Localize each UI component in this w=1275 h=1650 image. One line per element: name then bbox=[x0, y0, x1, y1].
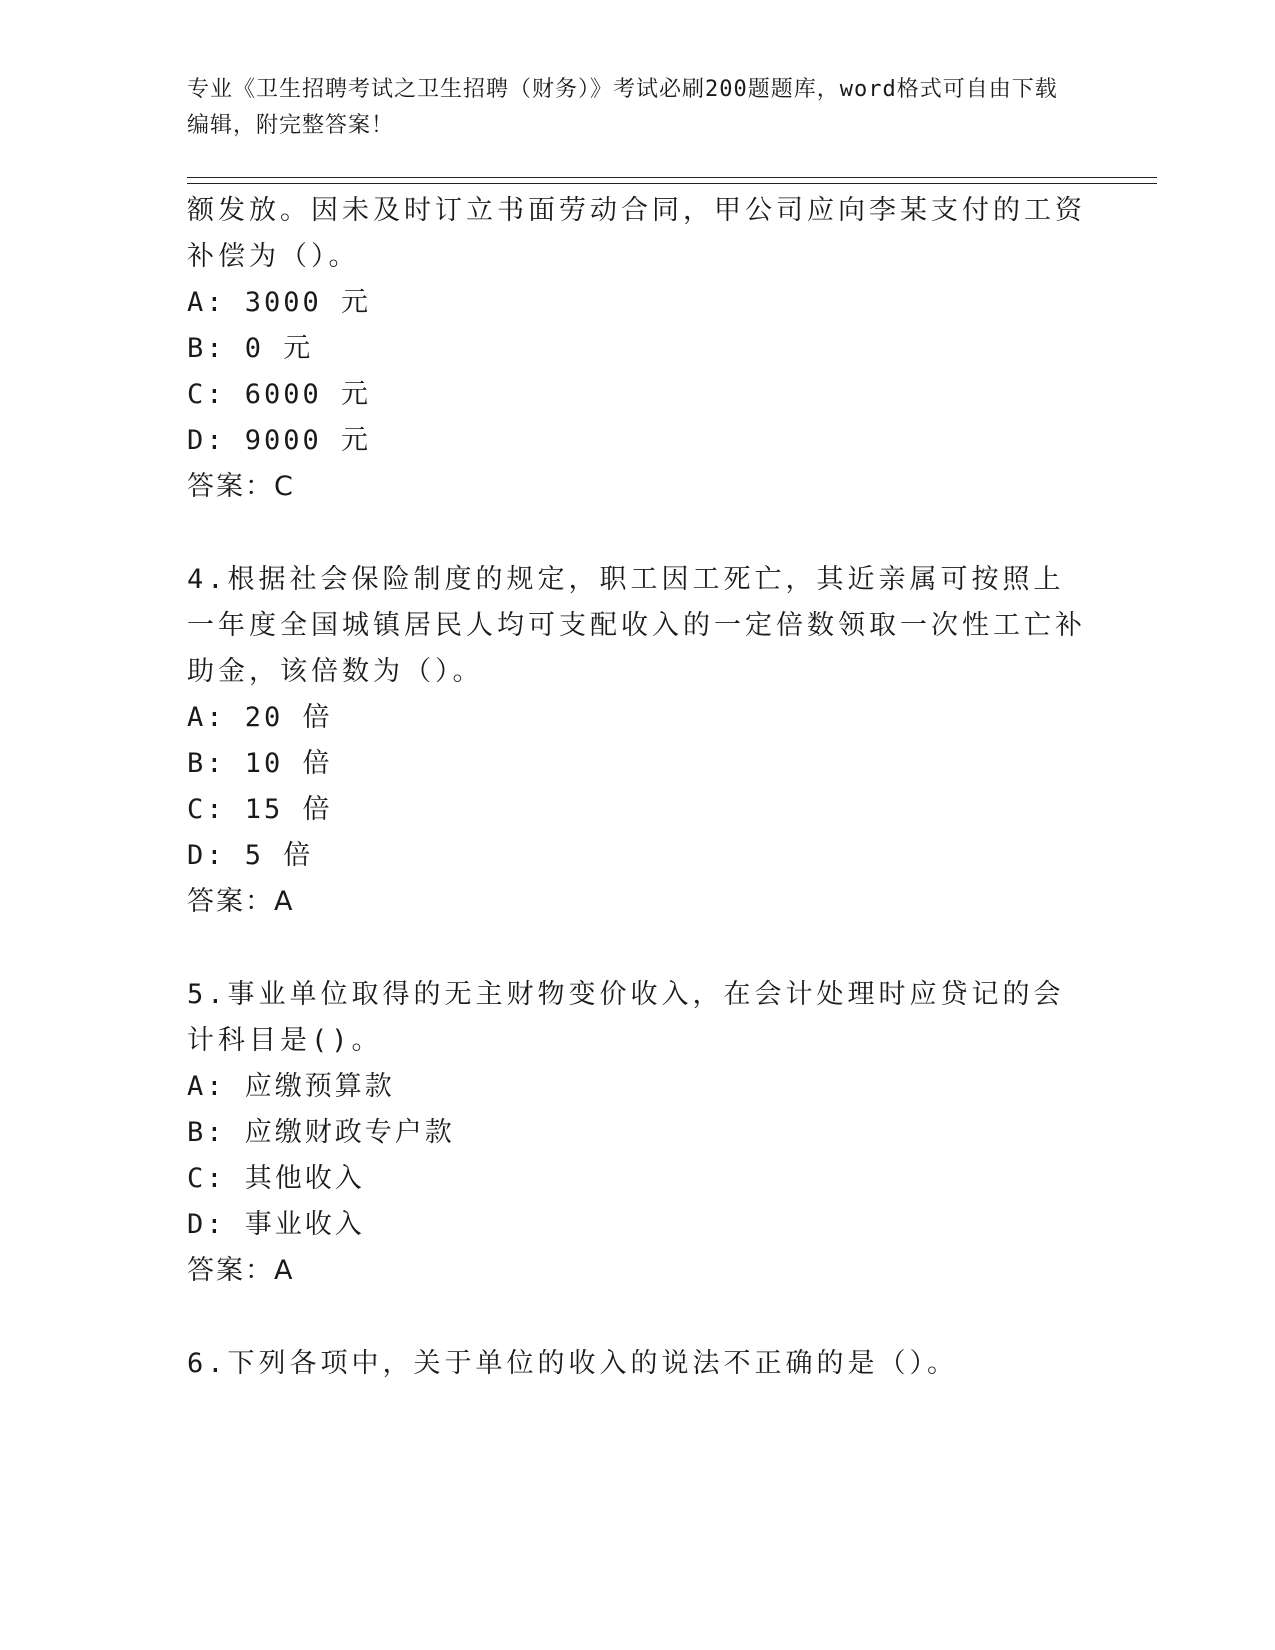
option-b: B: 0 元 bbox=[187, 333, 314, 364]
option-b: B: 应缴财政专户款 bbox=[187, 1117, 455, 1148]
answer: 答案：A bbox=[187, 1255, 295, 1286]
question-text: 5.事业单位取得的无主财物变价收入，在会计处理时应贷记的会计科目是()。 bbox=[187, 979, 1065, 1056]
question-list bbox=[187, 188, 1087, 1434]
option-b: B: 10 倍 bbox=[187, 748, 333, 779]
option-d: D: 5 倍 bbox=[187, 840, 314, 871]
option-d: D: 事业收入 bbox=[187, 1209, 365, 1240]
header-rule-bottom bbox=[187, 183, 1157, 184]
page-header: 专业《卫生招聘考试之卫生招聘（财务）》考试必刷200题题库，word格式可自由下载编辑，附完整答案！ bbox=[187, 77, 1058, 138]
question-4 bbox=[187, 557, 1087, 925]
header-rule-top bbox=[187, 177, 1157, 178]
option-a: A: 20 倍 bbox=[187, 702, 333, 733]
question-text: 4.根据社会保险制度的规定，职工因工死亡，其近亲属可按照上一年度全国城镇居民人均可支配收入的一定倍数领取一次性工亡补助金，该倍数为（）。 bbox=[187, 564, 1086, 687]
option-d: D: 9000 元 bbox=[187, 425, 372, 456]
option-a: A: 3000 元 bbox=[187, 287, 372, 318]
question-text: 额发放。因未及时订立书面劳动合同，甲公司应向李某支付的工资补偿为（）。 bbox=[187, 195, 1086, 272]
option-c: C: 15 倍 bbox=[187, 794, 333, 825]
question-6 bbox=[187, 1341, 1087, 1387]
option-a: A: 应缴预算款 bbox=[187, 1071, 395, 1102]
question-5 bbox=[187, 972, 1087, 1294]
question-text: 6.下列各项中，关于单位的收入的说法不正确的是（）。 bbox=[187, 1348, 959, 1379]
option-c: C: 其他收入 bbox=[187, 1163, 365, 1194]
question-3 bbox=[187, 188, 1087, 510]
option-c: C: 6000 元 bbox=[187, 379, 372, 410]
answer: 答案：A bbox=[187, 886, 295, 917]
answer: 答案：C bbox=[187, 471, 295, 502]
